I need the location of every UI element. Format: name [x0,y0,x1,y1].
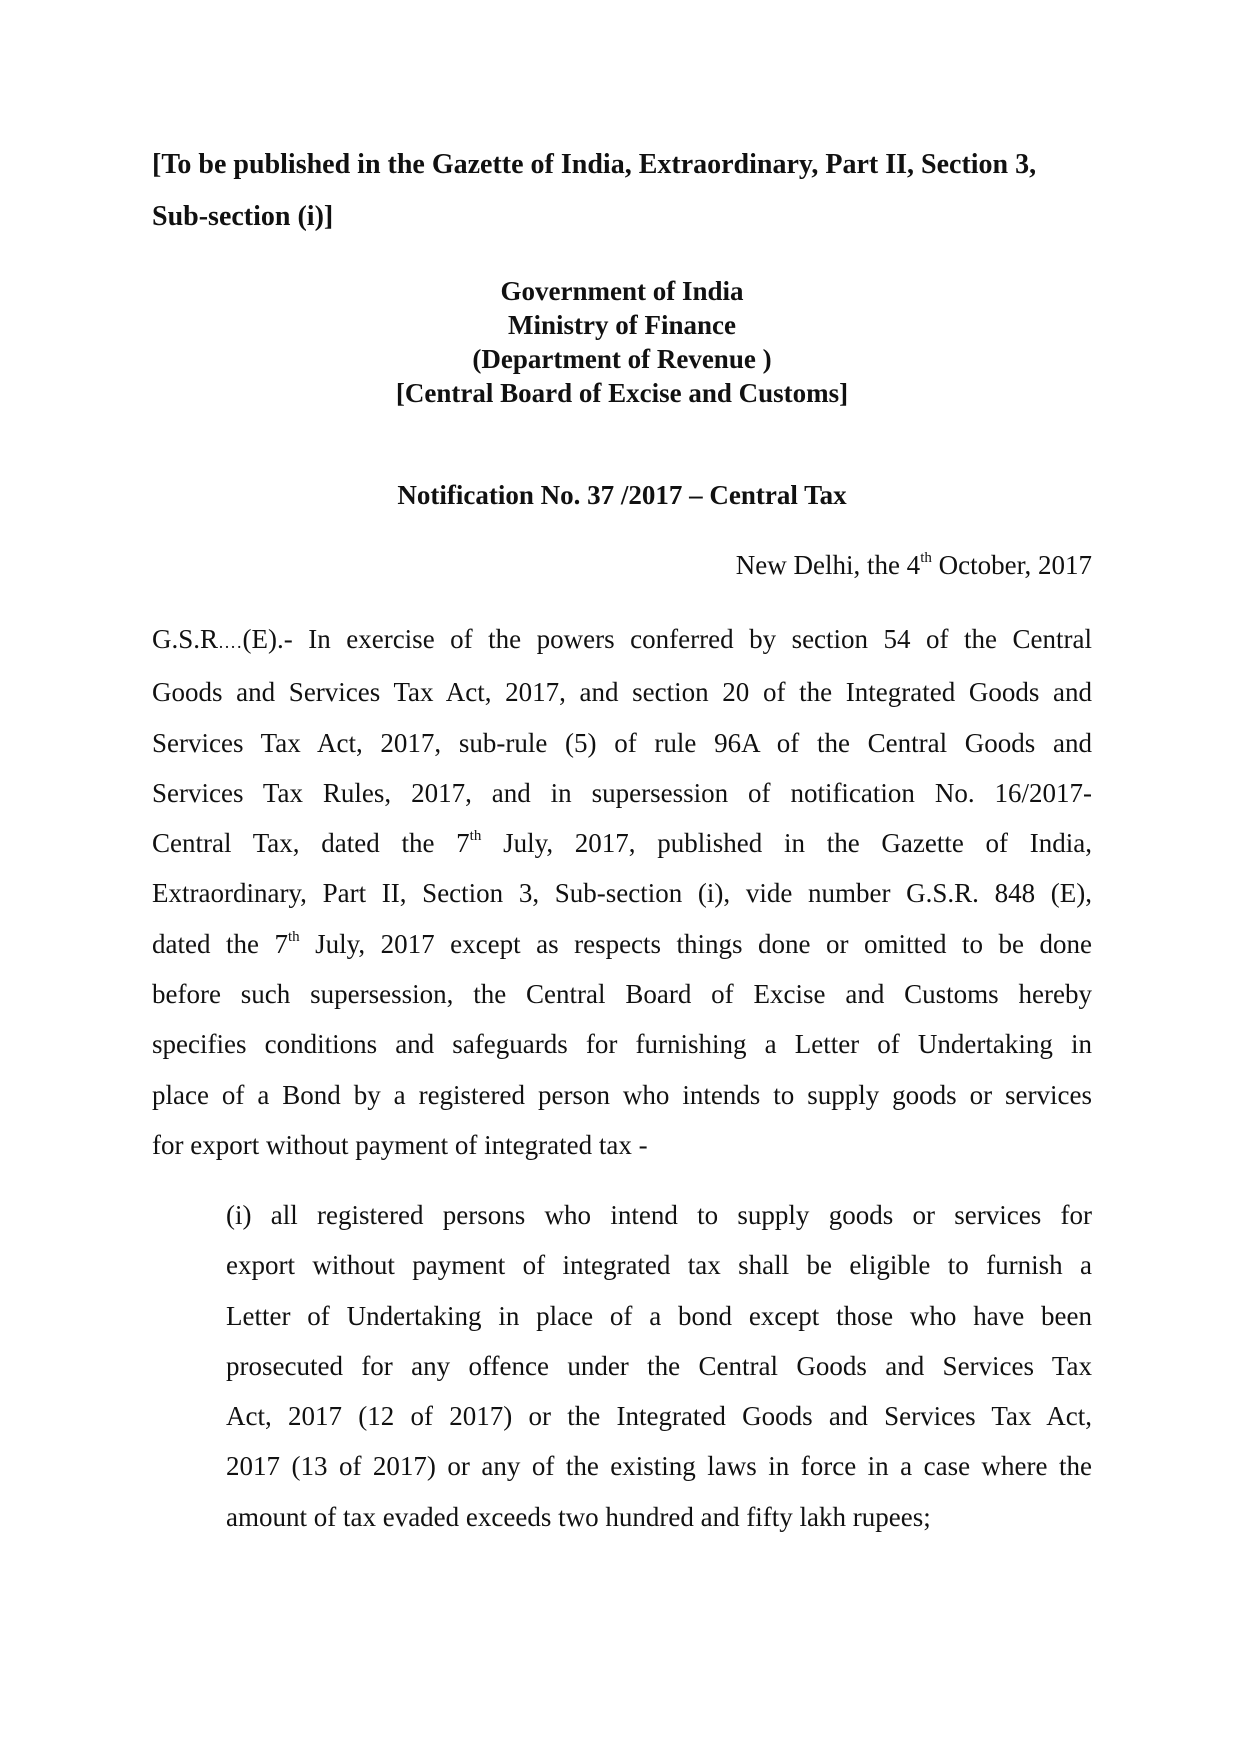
date-line [152,548,1092,582]
line-7-start: dated the 7 [152,928,288,959]
main-paragraph-line-4: Services Tax Rules, 2017, and in supersession of notification No. 16/2017- [152,777,1092,808]
government-name: Government of India [500,276,744,306]
notification-title: Notification No. 37 /2017 – Central Tax [397,480,847,510]
issuing-authority-header [152,274,1092,410]
gsr-text: (E).- In exercise of the powers conferred by section 54 of the Central [242,624,1092,654]
main-paragraph-line-1 [152,614,1092,667]
date-prefix: New Delhi, the 4 [735,550,921,580]
department-name: (Department of Revenue ) [472,344,772,374]
main-paragraph-line-5 [152,818,1092,868]
line-5-ordinal: th [469,828,482,845]
board-name: [Central Board of Excise and Customs] [395,378,849,408]
date-suffix: October, 2017 [931,550,1092,580]
main-paragraph-line-2: Goods and Services Tax Act, 2017, and section 20 of the Integrated Goods and [152,677,1092,708]
ministry-name: Ministry of Finance [508,310,736,340]
main-paragraph-line-11: for export without payment of integrated tax - [152,1129,648,1160]
line-5-end: July, 2017, published in the Gazette of India, [481,828,1092,859]
gazette-note-line-2: Sub-section (i)] [152,201,334,232]
clause-i-line-3: Letter of Undertaking in place of a bond except those who have been [226,1300,1092,1331]
clause-i-line-6: 2017 (13 of 2017) or any of the existing laws in force in a case where the [226,1451,1092,1482]
line-5-start: Central Tax, dated the 7 [152,828,470,859]
main-paragraph-line-7 [152,919,1092,969]
gazette-note-line-1: [To be published in the Gazette of India, Extraordinary, Part II, Section 3, [152,149,1037,180]
clause-i-line-2: export without payment of integrated tax shall be eligible to furnish a [226,1250,1092,1281]
date-ordinal-suffix: th [920,550,932,566]
main-paragraph-line-6: Extraordinary, Part II, Section 3, Sub-section (i), vide number G.S.R. 848 (E), [152,878,1092,909]
clause-i-line-5: Act, 2017 (12 of 2017) or the Integrated Goods and Services Tax Act, [226,1401,1092,1432]
clause-i-line-7: amount of tax evaded exceeds two hundred and fifty lakh rupees; [226,1501,931,1532]
main-paragraph [152,614,1092,1170]
clause-i-line-1: (i) all registered persons who intend to supply goods or services for [226,1200,1092,1230]
main-paragraph-line-10: place of a Bond by a registered person who intends to supply goods or services [152,1079,1092,1110]
gsr-number-dots: …. [218,632,243,652]
line-7-ordinal: th [287,928,300,945]
main-paragraph-line-9: specifies conditions and safeguards for furnishing a Letter of Undertaking in [152,1029,1092,1060]
main-paragraph-line-8: before such supersession, the Central Board of Excise and Customs hereby [152,979,1092,1010]
clause-i-line-4: prosecuted for any offence under the Central Goods and Services Tax [226,1350,1092,1381]
main-paragraph-line-3: Services Tax Act, 2017, sub-rule (5) of rule 96A of the Central Goods and [152,727,1092,758]
clause-i [226,1190,1092,1542]
line-7-end: July, 2017 except as respects things done or omitted to be done [299,928,1092,959]
gsr-prefix: G.S.R [152,624,219,654]
